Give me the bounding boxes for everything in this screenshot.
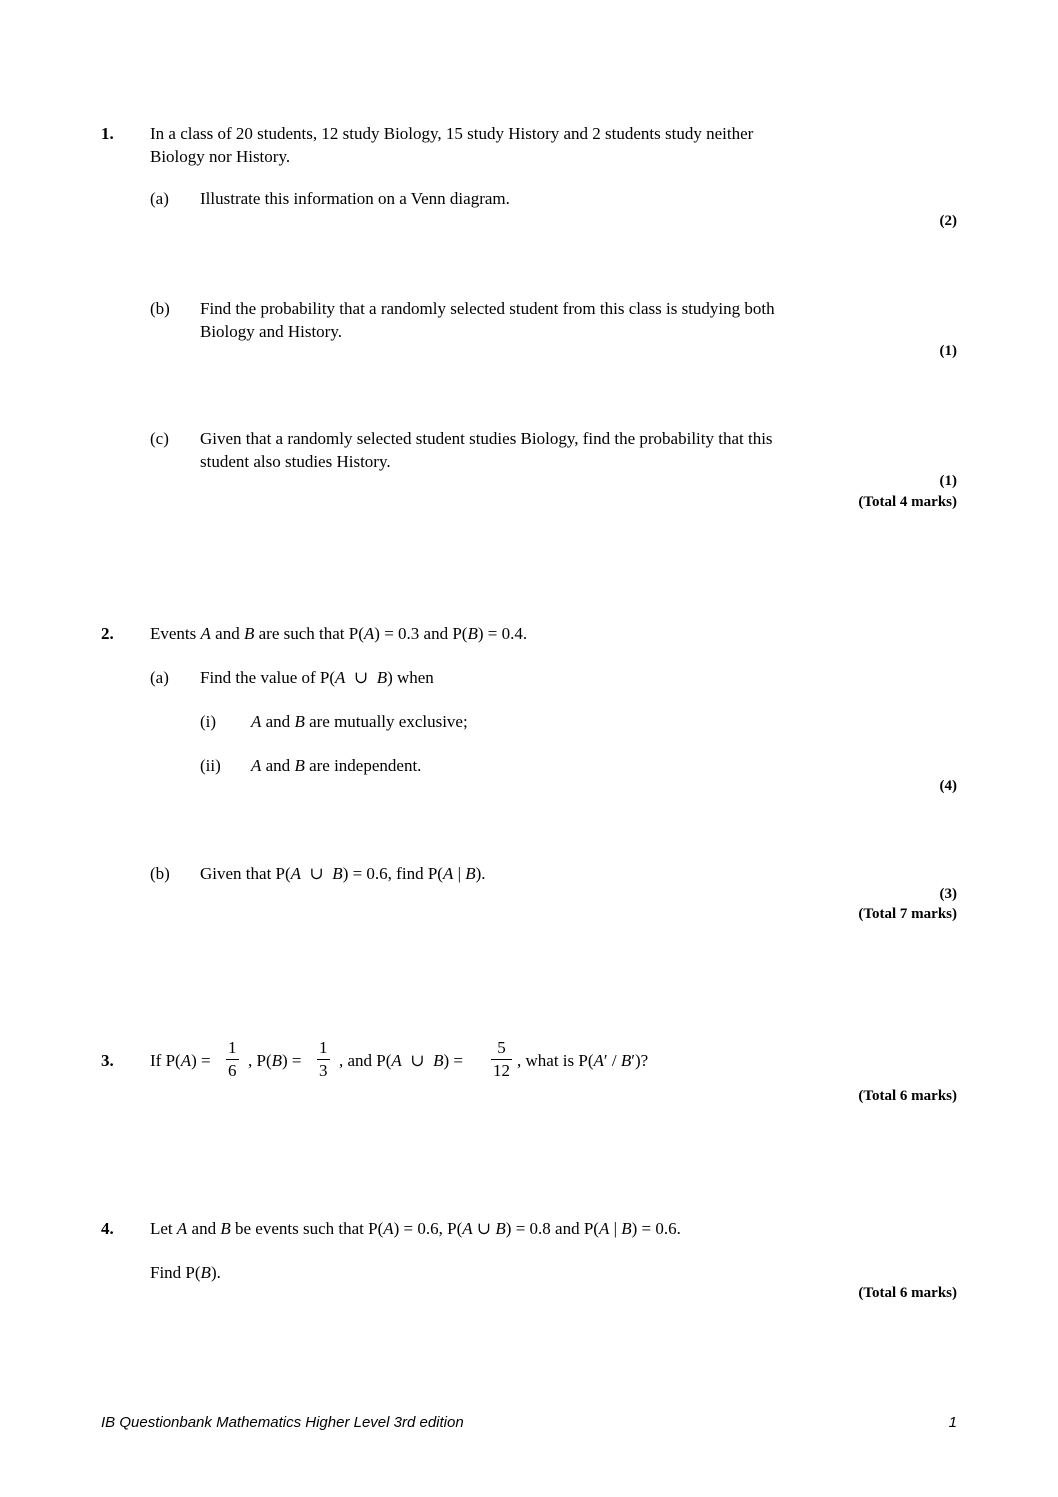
question-1-number: 1. [101,124,114,143]
question-4-number: 4. [101,1219,114,1238]
question-2b-text: Given that P(A ∪ B) = 0.6, find P(A | B). [200,864,486,883]
question-4-stem: Let A and B be events such that P(A) = 0.6, P(A ∪ B) = 0.8 and P(A | B) = 0.6. [150,1219,681,1238]
fraction-one-sixth: $\frac{1}{6}$ [228,1038,237,1080]
question-2b-marks: (3) [939,886,957,902]
question-3-text-part1: If P(A) = [150,1051,211,1070]
question-3-text-part2: , P(B) = [248,1051,302,1070]
question-2a-ii-label: (ii) [200,756,221,775]
fraction-five-twelfths: $\frac{5}{12}$ [493,1038,510,1080]
question-3-total-marks: (Total 6 marks) [858,1088,957,1104]
question-1b-marks: (1) [939,343,957,359]
question-4-instruction: Find P(B). [150,1263,221,1282]
question-1-stem-line1: In a class of 20 students, 12 study Biology, 15 study History and 2 students study neither [150,124,754,143]
page-number: 1 [948,1414,957,1431]
fraction-one-third: $\frac{1}{3}$ [319,1038,328,1080]
question-2-number: 2. [101,624,114,643]
question-4-total-marks: (Total 6 marks) [858,1285,957,1301]
question-3-number: 3. [101,1051,114,1070]
question-1c-label: (c) [150,429,169,448]
question-1b-line2: Biology and History. [200,322,342,341]
question-3-text-part4: , what is P(A′ / B′)? [517,1051,649,1070]
question-1-total-marks: (Total 4 marks) [858,494,957,510]
question-2b-label: (b) [150,864,170,883]
question-2a-i-text: A and B are mutually exclusive; [251,712,468,731]
question-1a-marks: (2) [939,213,957,229]
question-2-stem: Events A and B are such that P(A) = 0.3 and P(B) = 0.4. [150,624,528,643]
question-1a-label: (a) [150,189,169,208]
question-1c-line2: student also studies History. [200,452,391,471]
question-1c-marks: (1) [939,473,957,489]
question-2a-ii-text: A and B are independent. [251,756,422,775]
question-2a-marks: (4) [939,778,957,794]
question-2a-label: (a) [150,668,169,687]
question-1b-label: (b) [150,299,170,318]
question-1a-text: Illustrate this information on a Venn diagram. [200,189,510,208]
question-1c-line1: Given that a randomly selected student studies Biology, find the probability that this [200,429,773,448]
question-3-text-part3: , and P(A ∪ B) = [339,1051,463,1070]
question-2-total-marks: (Total 7 marks) [858,906,957,922]
question-1-stem-line2: Biology nor History. [150,147,291,166]
question-2a-text: Find the value of P(A ∪ B) when [200,668,434,687]
question-1b-line1: Find the probability that a randomly selected student from this class is studying both [200,299,775,318]
footer-title: IB Questionbank Mathematics Higher Level 3rd edition [101,1414,464,1431]
question-2a-i-label: (i) [200,712,217,731]
